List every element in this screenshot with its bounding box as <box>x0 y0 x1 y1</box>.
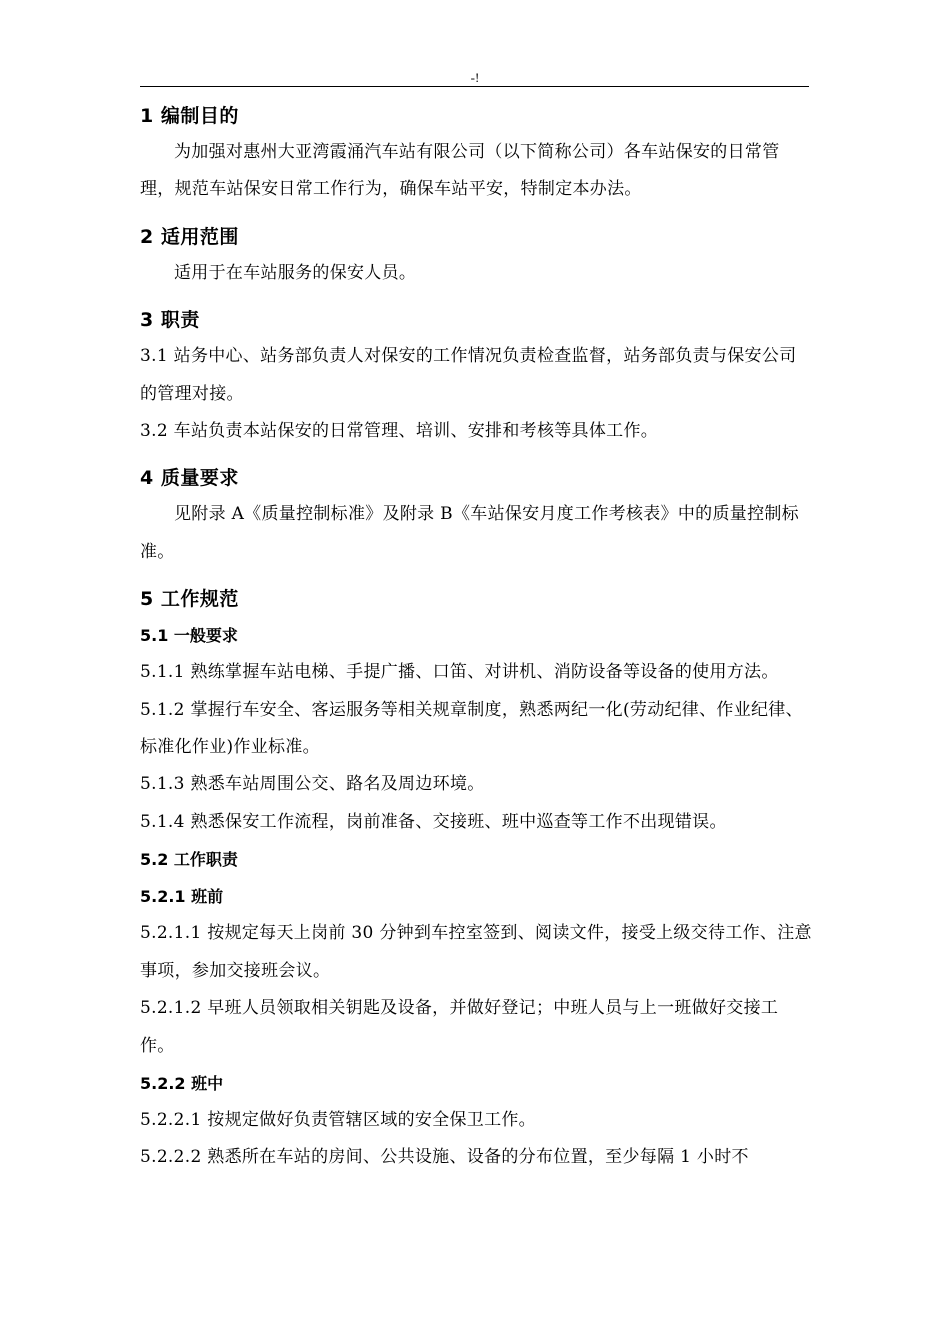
item-5-2-1-1: 5.2.1.1 按规定每天上岗前 30 分钟到车控室签到、阅读文件，接受上级交待工作、注意事项，参加交接班会议。 <box>140 923 812 981</box>
item-5-1-4: 5.1.4 熟悉保安工作流程，岗前准备、交接班、班中巡查等工作不出现错误。 <box>140 811 727 832</box>
item-5-2-2-1: 5.2.2.1 按规定做好负责管辖区域的安全保卫工作。 <box>140 1109 536 1130</box>
section-2-paragraph: 适用于在车站服务的保安人员。 <box>174 262 417 283</box>
section-3-heading: 3 职责 <box>140 309 200 332</box>
item-5-1-1: 5.1.1 熟练掌握车站电梯、手提广播、口笛、对讲机、消防设备等设备的使用方法。 <box>140 662 779 683</box>
section-1-paragraph: 为加强对惠州大亚湾霞涌汽车站有限公司（以下简称公司）各车站保安的日常管理，规范车站保安日常工作行为，确保车站平安，特制定本办法。 <box>140 142 780 200</box>
item-5-1-2: 5.1.2 掌握行车安全、客运服务等相关规章制度，熟悉两纪一化(劳动纪律、作业纪律、标准化作业)作业标准。 <box>140 699 803 758</box>
section-4-paragraph: 见附录 A《质量控制标准》及附录 B《车站保安月度工作考核表》中的质量控制标准。 <box>140 504 799 562</box>
page-header-mark: -! <box>470 70 480 85</box>
item-5-2-1-2: 5.2.1.2 早班人员领取相关钥匙及设备，并做好登记；中班人员与上一班做好交接工作。 <box>140 998 779 1056</box>
item-5-1-3: 5.1.3 熟悉车站周围公交、路名及周边环境。 <box>140 774 485 795</box>
section-4-heading: 4 质量要求 <box>140 467 239 490</box>
header-rule <box>140 86 809 87</box>
document-body <box>140 88 812 1177</box>
section-5-2-2-heading: 5.2.2 班中 <box>140 1073 224 1093</box>
section-5-2-1-heading: 5.2.1 班前 <box>140 887 224 907</box>
section-5-1-heading: 5.1 一般要求 <box>140 626 238 646</box>
section-2-heading: 2 适用范围 <box>140 225 239 248</box>
section-3-1-paragraph: 3.1 站务中心、站务部负责人对保安的工作情况负责检查监督，站务部负责与保安公司的管理对接。 <box>140 346 797 404</box>
section-5-heading: 5 工作规范 <box>140 588 239 611</box>
item-5-2-2-2: 5.2.2.2 熟悉所在车站的房间、公共设施、设备的分布位置，至少每隔 1 小时不 <box>140 1147 749 1168</box>
section-5-2-heading: 5.2 工作职责 <box>140 850 238 870</box>
section-3-2-paragraph: 3.2 车站负责本站保安的日常管理、培训、安排和考核等具体工作。 <box>140 421 659 442</box>
section-1-heading: 1 编制目的 <box>140 105 239 127</box>
